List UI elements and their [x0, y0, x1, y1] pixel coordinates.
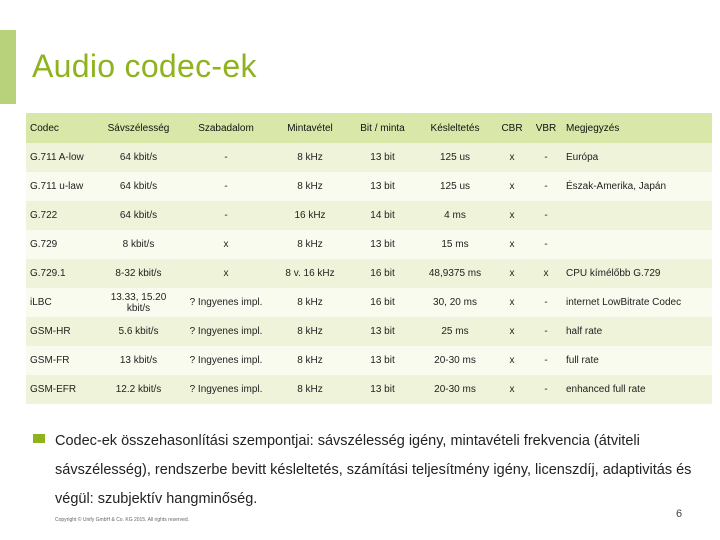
table-cell: 13 bit — [370, 152, 395, 163]
table-cell: 25 ms — [441, 326, 469, 337]
table-cell: 12.2 kbit/s — [115, 384, 162, 395]
table-cell: x — [509, 355, 515, 366]
table-cell: 48,9375 ms — [428, 268, 482, 279]
slide-title: Audio codec-ek — [32, 48, 257, 84]
table-cell: 20-30 ms — [434, 384, 476, 395]
table-cell: - — [544, 384, 548, 395]
column-header: Sávszélesség — [107, 122, 170, 134]
table-cell: 13 kbit/s — [119, 355, 158, 366]
table-cell: Észak-Amerika, Japán — [566, 181, 667, 192]
table-cell: G.711 u-law — [30, 181, 84, 192]
table-cell: 16 bit — [370, 297, 395, 308]
table-cell: - — [544, 152, 548, 163]
table-cell: x — [223, 239, 229, 250]
table-cell: - — [224, 210, 228, 221]
table-cell: ? Ingyenes impl. — [189, 384, 263, 395]
table-cell: 13 bit — [370, 326, 395, 337]
table-cell: 64 kbit/s — [119, 210, 158, 221]
table-cell: G.711 A-low — [30, 152, 84, 163]
table-cell: GSM-FR — [30, 355, 70, 366]
table-cell: G.729 — [30, 239, 58, 250]
table-row — [26, 317, 712, 346]
table-cell: - — [544, 355, 548, 366]
table-row — [26, 346, 712, 375]
table-cell: - — [224, 152, 228, 163]
table-cell: 8 kHz — [297, 181, 323, 192]
table-row — [26, 230, 712, 259]
table-cell: x — [509, 326, 515, 337]
table-cell: 13 bit — [370, 355, 395, 366]
table-cell: 15 ms — [441, 239, 469, 250]
column-header: CBR — [501, 122, 523, 134]
column-header: Megjegyzés — [566, 122, 620, 134]
table-cell: full rate — [566, 355, 599, 366]
table-cell: 125 us — [439, 152, 471, 163]
table-cell: GSM-EFR — [30, 384, 77, 395]
table-cell: x — [509, 384, 515, 395]
table-cell: 8 kHz — [297, 239, 323, 250]
table-cell: enhanced full rate — [566, 384, 646, 395]
table-cell: x — [509, 210, 515, 221]
table-cell: x — [509, 181, 515, 192]
table-body — [26, 143, 712, 404]
table-cell — [562, 230, 712, 259]
table-cell: iLBC — [30, 297, 52, 308]
table-cell: 8 kHz — [297, 326, 323, 337]
bullet-icon — [33, 434, 45, 443]
table-cell: x — [509, 152, 515, 163]
table-cell: 13 bit — [370, 384, 395, 395]
table-header-row — [26, 113, 712, 143]
table-cell: 13 bit — [370, 181, 395, 192]
column-header: Codec — [30, 122, 59, 134]
page-number: 6 — [676, 508, 683, 520]
table-cell: 8 kbit/s — [122, 239, 155, 250]
table-cell: 8 kHz — [297, 384, 323, 395]
table-cell: 30, 20 ms — [433, 297, 477, 308]
table-cell: 8 kHz — [297, 152, 323, 163]
table-cell: Európa — [566, 152, 599, 163]
table-cell: 14 bit — [370, 210, 395, 221]
table-cell: - — [544, 239, 548, 250]
table-row — [26, 259, 712, 288]
table-cell: 64 kbit/s — [119, 152, 158, 163]
table-cell: GSM-HR — [30, 326, 71, 337]
column-header: Szabadalom — [198, 122, 254, 134]
table-cell: 64 kbit/s — [119, 181, 158, 192]
table-cell: x — [509, 239, 515, 250]
summary-text: Codec-ek összehasonlítási szempontjai: sávszélesség igény, mintavételi frekvencia (átviteli sávszélesség), rendszerbe bevitt késleltetés, számítási teljesítmény igény, licenszdíj, adaptivitás és végül: szubjektív hangminőség. — [55, 433, 692, 507]
table-row — [26, 288, 712, 317]
table-cell: 8-32 kbit/s — [115, 268, 162, 279]
column-header: Késleltetés — [430, 122, 480, 134]
table-cell: 16 kHz — [294, 210, 326, 221]
table-cell: 8 v. 16 kHz — [285, 268, 335, 279]
table-cell — [562, 201, 712, 230]
table-cell: x — [509, 297, 515, 308]
table-row — [26, 172, 712, 201]
codec-table — [26, 113, 712, 404]
table-cell: internet LowBitrate Codec — [566, 297, 682, 308]
table-cell: 13.33, 15.20 kbit/s — [110, 291, 167, 314]
table-cell: - — [544, 326, 548, 337]
table-cell: x — [543, 268, 549, 279]
table-cell: CPU kímélőbb G.729 — [566, 268, 661, 279]
table-cell: ? Ingyenes impl. — [189, 326, 263, 337]
table-cell: - — [544, 297, 548, 308]
table-cell: 13 bit — [370, 239, 395, 250]
copyright: Copyright © Unify GmbH & Co. KG 2015. All rights reserved. — [55, 517, 190, 523]
table-row — [26, 201, 712, 230]
table-cell: ? Ingyenes impl. — [189, 355, 263, 366]
table-cell: 16 bit — [370, 268, 395, 279]
table-cell: 125 us — [439, 181, 471, 192]
table-cell: - — [544, 181, 548, 192]
column-header: VBR — [535, 122, 557, 134]
table-cell: - — [224, 181, 228, 192]
table-cell: 4 ms — [444, 210, 466, 221]
table-cell: 20-30 ms — [434, 355, 476, 366]
accent-bar — [0, 30, 16, 104]
table-cell: half rate — [566, 326, 603, 337]
table-cell: ? Ingyenes impl. — [189, 297, 263, 308]
table-cell: x — [223, 268, 229, 279]
table-cell: 8 kHz — [297, 355, 323, 366]
column-header: Mintavétel — [287, 122, 333, 134]
table-cell: 8 kHz — [297, 297, 323, 308]
table-cell: G.722 — [30, 210, 58, 221]
table-row — [26, 143, 712, 172]
table-cell: - — [544, 210, 548, 221]
column-header: Bit / minta — [360, 122, 405, 134]
table-row — [26, 375, 712, 404]
table-cell: G.729.1 — [30, 268, 66, 279]
table-cell: 5.6 kbit/s — [118, 326, 159, 337]
table-cell: x — [509, 268, 515, 279]
